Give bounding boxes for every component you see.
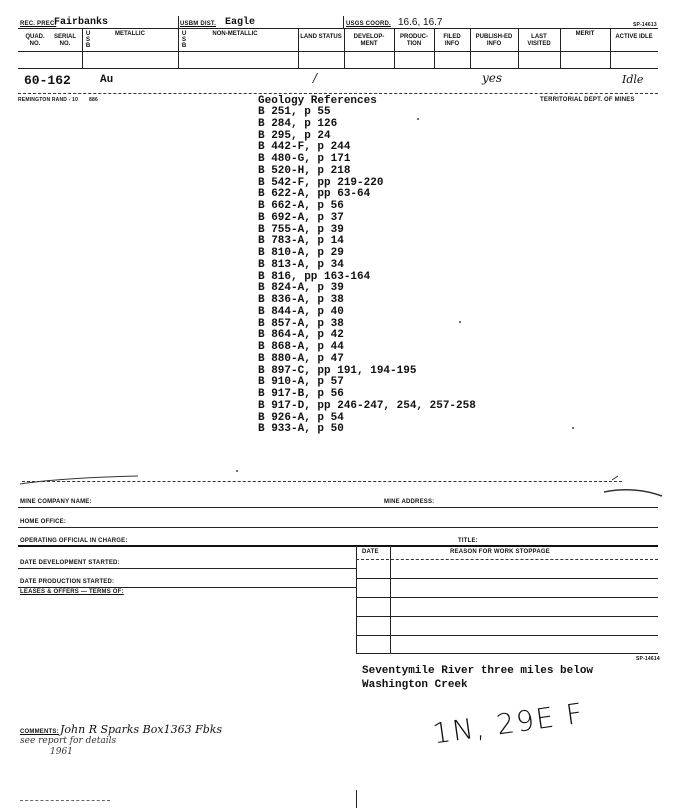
mine-company-name-label: MINE COMPANY NAME: xyxy=(20,499,92,505)
scan-speck xyxy=(417,118,419,120)
column-divider xyxy=(434,29,435,69)
geology-reference-item: B 542-F, pp 219-220 xyxy=(258,176,384,189)
column-divider xyxy=(178,29,179,69)
printer-mark: REMINGTON RAND - 10 xyxy=(18,97,79,103)
scan-speck xyxy=(572,427,574,429)
column-divider xyxy=(470,29,471,69)
rec-prec-label: REC. PREC. xyxy=(20,21,57,27)
location-note-line1: Seventymile River three miles below xyxy=(362,665,594,677)
merit-header: MERIT xyxy=(575,31,595,37)
geology-reference-item: B 868-A, p 44 xyxy=(258,341,344,353)
geology-reference-item: B 251, p 55 xyxy=(258,106,331,118)
column-divider xyxy=(394,29,395,69)
date-production-label: DATE PRODUCTION STARTED: xyxy=(20,579,115,585)
usbm-dist-value: Eagle xyxy=(225,17,256,28)
geology-reference-item: B 622-A, pp 63-64 xyxy=(258,188,371,201)
metallic-value: Au xyxy=(100,74,114,86)
usbm-nonmetallic-letters: U S B xyxy=(181,31,187,49)
development-header: DEVELOP-MENT xyxy=(353,34,385,47)
geology-reference-item: B 824-A, p 39 xyxy=(258,282,344,295)
leases-label: LEASES & OFFERS — TERMS OF: xyxy=(20,589,124,595)
published-info-header: PUBLISH-ED INFO xyxy=(475,34,513,47)
printer-code: 886 xyxy=(89,97,98,103)
usgs-coord-value: 16.6, 16.7 xyxy=(398,17,443,28)
geology-reference-item: B 864-A, p 42 xyxy=(258,329,344,342)
usbm-dist-label: USBM DIST. xyxy=(180,21,217,27)
table-rule xyxy=(356,616,658,617)
table-rule xyxy=(356,578,658,579)
form-rule xyxy=(18,587,356,588)
geology-reference-item: B 933-A, p 50 xyxy=(258,423,344,436)
filed-info-header: FILED INFO xyxy=(443,34,461,47)
location-note-line2: Washington Creek xyxy=(362,679,468,691)
form-number-2: SP-14614 xyxy=(636,656,660,662)
comments-line3: 1961 xyxy=(50,747,73,757)
geology-reference-item: B 520-H, p 218 xyxy=(258,164,351,177)
table-divider xyxy=(356,545,357,653)
geology-reference-item: B 662-A, p 56 xyxy=(258,200,344,212)
metallic-header: METALLIC xyxy=(115,31,145,37)
township-range-value: 1N, 29E F xyxy=(430,696,587,751)
serial-no-header: SERIAL NO. xyxy=(53,34,76,47)
table-rule xyxy=(356,559,658,560)
geology-reference-item: B 816, pp 163-164 xyxy=(258,270,371,283)
comments-label: COMMENTS: xyxy=(20,729,59,735)
column-divider xyxy=(298,29,299,69)
geology-reference-item: B 917-D, pp 246-247, 254, 257-258 xyxy=(258,399,476,412)
geology-title: Geology References xyxy=(258,95,377,107)
geology-reference-item: B 917-B, p 56 xyxy=(258,388,344,400)
geology-reference-item: B 480-G, p 171 xyxy=(258,153,351,165)
quad-serial-value: 60-162 xyxy=(24,73,71,88)
form-rule xyxy=(18,507,658,508)
form-rule xyxy=(18,568,356,569)
last-visited-header: LAST VISITED xyxy=(527,34,551,47)
geology-reference-item: B 857-A, p 38 xyxy=(258,317,344,330)
table-rule xyxy=(356,653,658,654)
geology-reference-item: B 442-F, p 244 xyxy=(258,141,351,154)
form-rule xyxy=(18,527,658,528)
active-idle-header: ACTIVE IDLE xyxy=(615,34,653,40)
table-divider xyxy=(390,545,391,653)
comments-line2: see report for details xyxy=(20,736,117,746)
geology-reference-item: B 284, p 126 xyxy=(258,117,338,130)
scan-speck xyxy=(459,321,461,323)
geology-reference-item: B 810-A, p 29 xyxy=(258,247,344,259)
operating-official-label: OPERATING OFFICIAL IN CHARGE: xyxy=(20,538,128,544)
column-divider xyxy=(610,29,611,69)
table-rule xyxy=(356,597,658,598)
rec-prec-value: Fairbanks xyxy=(54,17,109,28)
scan-curve-right xyxy=(604,470,664,500)
date-column-header: DATE xyxy=(362,549,379,555)
quad-no-header: QUAD. NO. xyxy=(25,34,45,47)
geology-reference-item: B 926-A, p 54 xyxy=(258,411,344,424)
mine-address-label: MINE ADDRESS: xyxy=(384,499,435,505)
land-status-header: LAND STATUS xyxy=(300,34,342,40)
scan-edge-mark xyxy=(356,790,357,808)
geology-reference-item: B 692-A, p 37 xyxy=(258,211,344,224)
column-header-rule xyxy=(18,51,658,52)
geology-reference-item: B 783-A, p 14 xyxy=(258,235,344,248)
table-rule xyxy=(356,635,658,636)
active-idle-value: Idle xyxy=(622,73,644,86)
header-top-rule xyxy=(18,28,658,29)
geology-references-list xyxy=(258,107,476,436)
form-number: SP-14613 xyxy=(633,22,657,28)
scan-curve-left xyxy=(20,474,140,486)
record-bottom-rule xyxy=(18,93,658,94)
scan-edge-mark xyxy=(20,800,110,801)
column-divider xyxy=(344,29,345,69)
geology-reference-item: B 880-A, p 47 xyxy=(258,352,344,365)
geology-reference-item: B 844-A, p 40 xyxy=(258,305,344,318)
geology-reference-item: B 897-C, pp 191, 194-195 xyxy=(258,364,417,377)
published-info-value: yes xyxy=(482,71,503,85)
date-development-label: DATE DEVELOPMENT STARTED: xyxy=(20,560,120,566)
geology-reference-item: B 755-A, p 39 xyxy=(258,223,344,236)
column-divider xyxy=(518,29,519,69)
land-status-value: / xyxy=(313,71,318,85)
comments-line1: John R Sparks Box1363 Fbks xyxy=(60,723,223,736)
top-divider xyxy=(343,16,344,29)
top-divider xyxy=(178,16,179,29)
home-office-label: HOME OFFICE: xyxy=(20,519,67,525)
geology-reference-item: B 813-A, p 34 xyxy=(258,258,344,271)
reason-column-header: REASON FOR WORK STOPPAGE xyxy=(450,549,550,555)
title-label: TITLE: xyxy=(458,538,478,544)
column-divider xyxy=(560,29,561,69)
non-metallic-header: NON-METALLIC xyxy=(212,31,258,37)
department-name: TERRITORIAL DEPT. OF MINES xyxy=(540,97,635,103)
production-header: PRODUC-TION xyxy=(400,34,428,47)
geology-reference-item: B 910-A, p 57 xyxy=(258,376,344,389)
geology-reference-item: B 295, p 24 xyxy=(258,129,331,142)
column-divider xyxy=(82,29,83,69)
usbm-metallic-letters: U S B xyxy=(85,31,91,49)
form-rule xyxy=(18,545,658,547)
record-row-rule xyxy=(18,68,658,69)
geology-reference-item: B 836-A, p 38 xyxy=(258,294,344,306)
usgs-coord-label: USGS COORD. xyxy=(346,21,391,27)
scan-speck xyxy=(236,470,238,472)
